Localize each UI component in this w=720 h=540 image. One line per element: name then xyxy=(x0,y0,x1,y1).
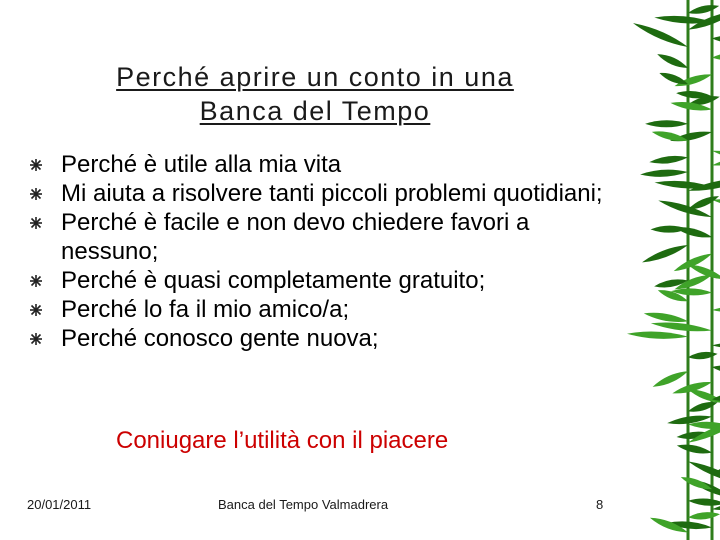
title-line-1: Perché aprire un conto in una xyxy=(116,62,514,92)
bullet-item xyxy=(30,324,605,353)
bamboo-leaf xyxy=(649,154,689,166)
footer-date: 20/01/2011 xyxy=(27,497,92,512)
conclusion-text: Coniugare l’utilità con il piacere xyxy=(116,427,449,454)
bullet-text: Perché lo fa il mio amico/a; xyxy=(61,296,350,323)
bullet-item xyxy=(30,179,605,208)
bamboo-leaves-decoration xyxy=(590,0,720,540)
bullet-item xyxy=(30,150,605,179)
bullet-list xyxy=(30,150,605,353)
bamboo-leaf xyxy=(627,330,688,340)
bullet-item xyxy=(30,266,605,295)
bamboo-leaf xyxy=(676,442,713,456)
bullet-text: Perché è quasi completamente gratuito; xyxy=(61,267,486,294)
bamboo-leaf xyxy=(674,224,713,240)
title-line-2: Banca del Tempo xyxy=(199,96,431,126)
asterisk-bullet-icon xyxy=(30,333,42,345)
bamboo-leaf xyxy=(641,242,690,266)
bullet-text: Perché è utile alla mia vita xyxy=(61,151,342,178)
bullet-item xyxy=(30,208,605,266)
bullet-text: Perché è facile e non devo chiedere favori a nessuno; xyxy=(61,209,530,265)
bamboo-leaf xyxy=(640,169,688,178)
asterisk-bullet-icon xyxy=(30,217,42,229)
asterisk-bullet-icon xyxy=(30,275,42,287)
asterisk-bullet-icon xyxy=(30,159,42,171)
bamboo-leaf xyxy=(687,2,720,16)
asterisk-bullet-icon xyxy=(30,304,42,316)
bamboo-leaf xyxy=(688,511,720,521)
slide-title xyxy=(40,60,590,128)
bamboo-leaf xyxy=(645,120,688,127)
bamboo-leaf xyxy=(656,51,690,71)
bamboo-leaf xyxy=(632,20,690,50)
bamboo-leaf xyxy=(651,368,689,390)
bamboo-leaf xyxy=(688,497,720,507)
bullet-text: Perché conosco gente nuova; xyxy=(61,325,379,352)
footer-title: Banca del Tempo Valmadrera xyxy=(218,497,389,512)
bullet-text: Mi aiuta a risolvere tanti piccoli problemi quotidiani; xyxy=(61,180,603,207)
bullet-item xyxy=(30,295,605,324)
asterisk-bullet-icon xyxy=(30,188,42,200)
page-number: 8 xyxy=(596,497,604,512)
